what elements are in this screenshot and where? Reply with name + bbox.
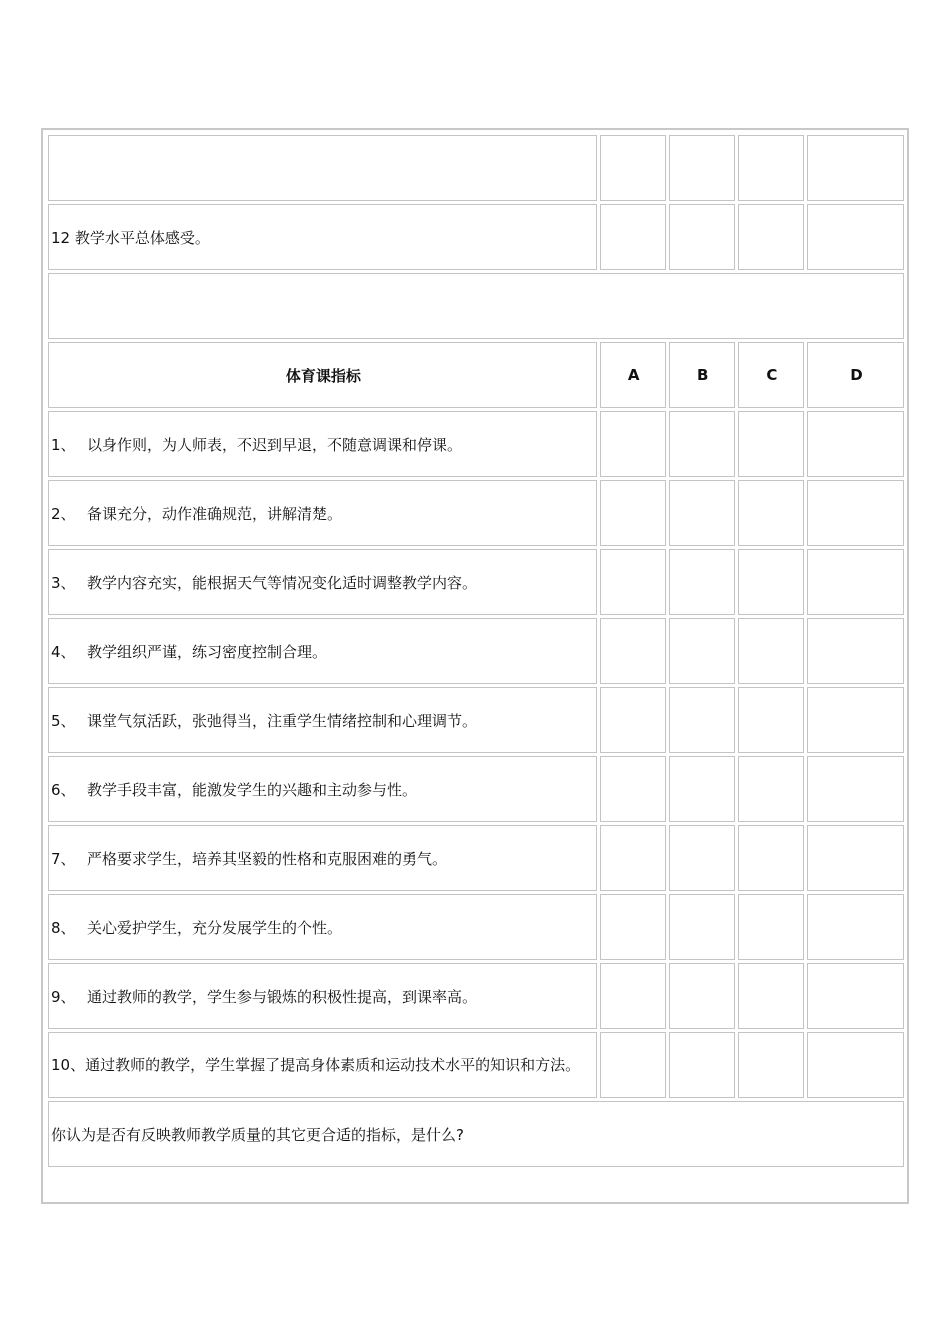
grade-c-cell[interactable]: [738, 411, 804, 477]
table-row: [48, 135, 904, 201]
item-text: 严格要求学生，培养其坚毅的性格和克服困难的勇气。: [87, 849, 448, 868]
grade-d-cell[interactable]: [807, 963, 904, 1029]
grade-d-cell[interactable]: [807, 411, 904, 477]
item-text: 关心爱护学生，充分发展学生的个性。: [87, 918, 343, 937]
grade-a-cell[interactable]: [600, 687, 666, 753]
grade-b-cell[interactable]: [669, 411, 735, 477]
grade-a-cell[interactable]: [600, 135, 666, 201]
grade-c-cell[interactable]: [738, 963, 804, 1029]
grade-b-cell[interactable]: [669, 549, 735, 615]
grade-header-b: B: [669, 342, 735, 408]
grade-a-cell[interactable]: [600, 204, 666, 270]
grade-b-cell[interactable]: [669, 963, 735, 1029]
spacer-row: [48, 273, 904, 339]
grade-c-cell[interactable]: [738, 756, 804, 822]
item-number: 9、: [51, 987, 76, 1006]
grade-c-cell[interactable]: [738, 618, 804, 684]
grade-header-a: A: [600, 342, 666, 408]
item-cell: [48, 135, 597, 201]
grade-a-cell[interactable]: [600, 618, 666, 684]
item-cell: [48, 825, 597, 891]
item-cell: [48, 411, 597, 477]
grade-d-cell[interactable]: [807, 480, 904, 546]
grade-a-cell[interactable]: [600, 411, 666, 477]
evaluation-table: [45, 132, 907, 1170]
item-cell: 10、通过教师的教学，学生掌握了提高身体素质和运动技术水平的知识和方法。: [48, 1032, 597, 1098]
table-row: [48, 756, 904, 822]
evaluation-sheet: [41, 128, 909, 1204]
grade-d-cell[interactable]: [807, 1032, 904, 1098]
grade-c-cell[interactable]: [738, 894, 804, 960]
table-row: [48, 963, 904, 1029]
grade-c-cell[interactable]: [738, 549, 804, 615]
table-row: [48, 618, 904, 684]
item-number: 5、: [51, 711, 76, 730]
grade-header-d: D: [807, 342, 904, 408]
grade-a-cell[interactable]: [600, 756, 666, 822]
item-cell: [48, 687, 597, 753]
item-cell: [48, 756, 597, 822]
item-number: 3、: [51, 573, 76, 592]
header-row: [48, 342, 904, 408]
open-question: 你认为是否有反映教师教学质量的其它更合适的指标，是什么?: [48, 1101, 904, 1167]
grade-d-cell[interactable]: [807, 204, 904, 270]
grade-a-cell[interactable]: [600, 825, 666, 891]
item-cell: [48, 894, 597, 960]
grade-c-cell[interactable]: [738, 825, 804, 891]
grade-d-cell[interactable]: [807, 135, 904, 201]
grade-a-cell[interactable]: [600, 549, 666, 615]
item-number: 8、: [51, 918, 76, 937]
spacer-cell: [48, 273, 904, 339]
item-text: 通过教师的教学，学生参与锻炼的积极性提高，到课率高。: [87, 987, 478, 1006]
table-row: [48, 687, 904, 753]
table-row: [48, 411, 904, 477]
item-number: 4、: [51, 642, 76, 661]
grade-b-cell[interactable]: [669, 756, 735, 822]
item-text: 课堂气氛活跃，张弛得当，注重学生情绪控制和心理调节。: [87, 711, 478, 730]
table-row: [48, 204, 904, 270]
grade-a-cell[interactable]: [600, 894, 666, 960]
item-cell: [48, 480, 597, 546]
item-number: 7、: [51, 849, 76, 868]
grade-b-cell[interactable]: [669, 1032, 735, 1098]
grade-a-cell[interactable]: [600, 1032, 666, 1098]
grade-d-cell[interactable]: [807, 825, 904, 891]
grade-b-cell[interactable]: [669, 618, 735, 684]
grade-c-cell[interactable]: [738, 480, 804, 546]
item-number: 1、: [51, 435, 76, 454]
grade-d-cell[interactable]: [807, 894, 904, 960]
grade-b-cell[interactable]: [669, 687, 735, 753]
item-text: 以身作则，为人师表，不迟到早退，不随意调课和停课。: [87, 435, 463, 454]
item-cell: [48, 618, 597, 684]
grade-b-cell[interactable]: [669, 135, 735, 201]
grade-c-cell[interactable]: [738, 1032, 804, 1098]
table-row: [48, 549, 904, 615]
item-cell: 12 教学水平总体感受。: [48, 204, 597, 270]
item-text: 教学组织严谨，练习密度控制合理。: [87, 642, 328, 661]
grade-d-cell[interactable]: [807, 756, 904, 822]
grade-c-cell[interactable]: [738, 204, 804, 270]
grade-b-cell[interactable]: [669, 480, 735, 546]
grade-a-cell[interactable]: [600, 480, 666, 546]
grade-c-cell[interactable]: [738, 687, 804, 753]
item-cell: [48, 963, 597, 1029]
grade-c-cell[interactable]: [738, 135, 804, 201]
item-cell: [48, 549, 597, 615]
item-number: 6、: [51, 780, 76, 799]
grade-b-cell[interactable]: [669, 825, 735, 891]
table-row: [48, 1032, 904, 1098]
item-number: 2、: [51, 504, 76, 523]
grade-d-cell[interactable]: [807, 549, 904, 615]
grade-b-cell[interactable]: [669, 894, 735, 960]
item-text: 备课充分，动作准确规范，讲解清楚。: [87, 504, 343, 523]
table-row: [48, 825, 904, 891]
table-row: [48, 480, 904, 546]
grade-b-cell[interactable]: [669, 204, 735, 270]
item-text: 教学手段丰富，能激发学生的兴趣和主动参与性。: [87, 780, 418, 799]
grade-header-c: C: [738, 342, 804, 408]
grade-d-cell[interactable]: [807, 687, 904, 753]
item-text: 教学内容充实，能根据天气等情况变化适时调整教学内容。: [87, 573, 478, 592]
section-title: 体育课指标: [48, 342, 597, 408]
table-row: [48, 894, 904, 960]
grade-a-cell[interactable]: [600, 963, 666, 1029]
table-row: [48, 1101, 904, 1167]
grade-d-cell[interactable]: [807, 618, 904, 684]
